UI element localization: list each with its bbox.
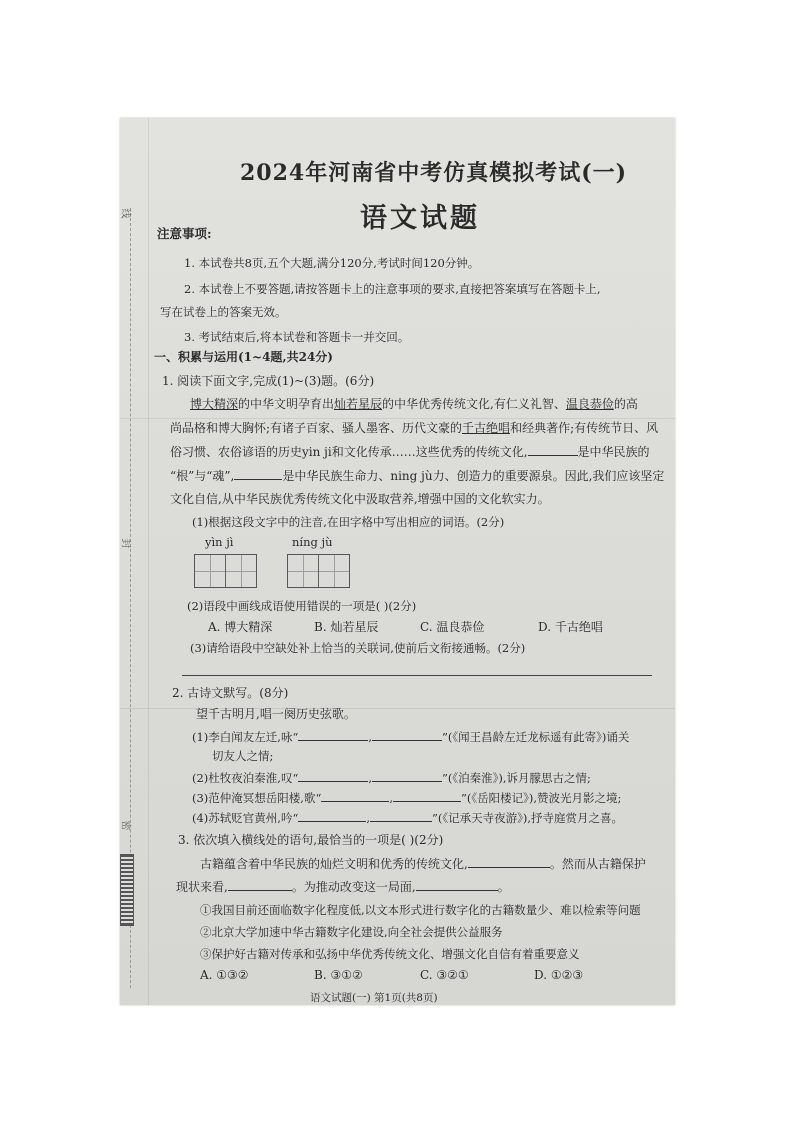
fill-blank[interactable] xyxy=(228,878,292,891)
option-b[interactable]: B. 灿若星辰 xyxy=(314,620,379,634)
notice-heading: 注意事项: xyxy=(157,226,212,241)
fill-blank[interactable] xyxy=(372,769,442,782)
fill-blank[interactable] xyxy=(321,789,389,802)
grid-cell[interactable] xyxy=(195,555,226,587)
option-d[interactable]: D. ①②③ xyxy=(534,968,584,982)
poem-line-4: (4)苏轼贬官黄州,吟“ , ”(《记承天寺夜游》),抒寺庭赏月之喜。 xyxy=(192,811,623,825)
question-3-passage: 现状来看, 。为推动改变这一局面, 。 xyxy=(176,880,510,894)
passage-line: 尚品格和博大胸怀;有诸子百家、骚人墨客、历代文豪的千古绝唱和经典著作;有传统节日、风 xyxy=(170,421,659,435)
poem-line-2: (2)杜牧夜泊秦淮,叹“ , ”(《泊秦淮》),诉月朦思古之情; xyxy=(192,771,591,785)
statement-item: ③保护好古籍对传承和弘扬中华优秀传统文化、增强文化自信有着重要意义 xyxy=(200,947,580,961)
fill-blank[interactable] xyxy=(393,789,461,802)
grid-cell[interactable] xyxy=(226,555,256,587)
notice-item: 写在试卷上的答案无效。 xyxy=(160,305,287,319)
barcode xyxy=(120,854,134,926)
question-1-stem: 1. 阅读下面文字,完成(1)~(3)题。(6分) xyxy=(162,374,375,388)
notice-item: 1. 本试卷共8页,五个大题,满分120分,考试时间120分钟。 xyxy=(184,256,480,270)
tianzige-grid-1[interactable] xyxy=(194,554,257,588)
page-footer: 语文试题(一) 第1页(共8页) xyxy=(310,992,438,1004)
question-3-stem: 3. 依次填入横线处的语句,最恰当的一项是( )(2分) xyxy=(178,833,444,847)
notice-item: 3. 考试结束后,将本试卷和答题卡一并交回。 xyxy=(184,330,410,344)
poem-line-1: (1)李白闻友左迁,咏“ , ”(《闻王昌龄左迁龙标遥有此寄》)诵关 xyxy=(192,730,630,744)
pinyin-label-1: yìn jì xyxy=(205,535,234,549)
exam-paper xyxy=(120,118,675,1005)
passage-line: “根”与“魂”, 是中华民族生命力、ning jù力、创造力的重要源泉。因此,我们应该坚定 xyxy=(170,469,665,483)
fold-crease xyxy=(148,118,149,1005)
exam-title: 2024年河南省中考仿真模拟考试(一) xyxy=(240,160,628,186)
binding-char-xian: 线 xyxy=(120,208,131,219)
option-a[interactable]: A. ①③② xyxy=(200,968,249,982)
statement-item: ②北京大学加速中华古籍数字化建设,向全社会提供公益服务 xyxy=(200,925,503,939)
option-b[interactable]: B. ③①② xyxy=(314,968,363,982)
grid-cell[interactable] xyxy=(288,555,319,587)
passage-line: 俗习惯、农俗谚语的历史yin ji和文化传承……这些优秀的传统文化, 是中华民族的 xyxy=(170,445,650,459)
notice-item: 2. 本试卷上不要答题,请按答题卡上的注意事项的要求,直接把答案填写在答题卡上, xyxy=(184,282,601,296)
sub-question-3: (3)请给语段中空缺处补上恰当的关联词,使前后文衔接通畅。(2分) xyxy=(190,641,526,655)
sub-question-2: (2)语段中画线成语使用错误的一项是( )(2分) xyxy=(187,599,417,613)
grid-cell[interactable] xyxy=(319,555,349,587)
option-c[interactable]: C. ③②① xyxy=(420,968,469,982)
question-3-passage: 古籍蕴含着中华民族的灿烂文明和优秀的传统文化, 。然而从古籍保护 xyxy=(200,857,646,871)
fill-blank[interactable] xyxy=(298,728,368,741)
fill-blank[interactable] xyxy=(468,855,550,868)
question-2-stem: 2. 古诗文默写。(8分) xyxy=(172,686,289,700)
fill-blank[interactable] xyxy=(416,878,498,891)
fill-blank[interactable] xyxy=(528,443,578,456)
poem-line-1-cont: 切友人之情; xyxy=(212,749,274,763)
question-2-intro: 望千古明月,唱一阕历史弦歌。 xyxy=(196,707,356,721)
option-d[interactable]: D. 千古绝唱 xyxy=(538,620,603,634)
statement-item: ①我国目前还面临数字化程度低,以文本形式进行数字化的古籍数量少、难以检索等问题 xyxy=(200,903,641,917)
fill-blank[interactable] xyxy=(298,809,366,822)
binding-char-feng: 封 xyxy=(120,538,131,549)
fill-blank[interactable] xyxy=(234,467,282,480)
passage-line: 文化自信,从中华民族优秀传统文化中汲取营养,增强中国的文化软实力。 xyxy=(170,492,550,506)
answer-line[interactable] xyxy=(182,675,652,676)
option-a[interactable]: A. 博大精深 xyxy=(208,620,273,634)
sub-question-1: (1)根据这段文字中的注音,在田字格中写出相应的词语。(2分) xyxy=(192,515,505,529)
exam-subtitle: 语文试题 xyxy=(360,203,480,234)
fill-blank[interactable] xyxy=(298,769,368,782)
binding-char-mi: 密 xyxy=(120,820,131,831)
poem-line-3: (3)范仲淹冥想岳阳楼,歌“ , ”(《岳阳楼记》),赞波光月影之境; xyxy=(192,791,622,805)
fill-blank[interactable] xyxy=(370,809,432,822)
pinyin-label-2: níng jù xyxy=(292,535,333,549)
fill-blank[interactable] xyxy=(372,728,442,741)
section-heading: 一、积累与运用(1~4题,共24分) xyxy=(154,350,333,364)
option-c[interactable]: C. 温良恭俭 xyxy=(420,620,485,634)
passage-line: 博大精深的中华文明孕育出灿若星辰的中华优秀传统文化,有仁义礼智、温良恭俭的高 xyxy=(190,397,638,411)
tianzige-grid-2[interactable] xyxy=(287,554,350,588)
